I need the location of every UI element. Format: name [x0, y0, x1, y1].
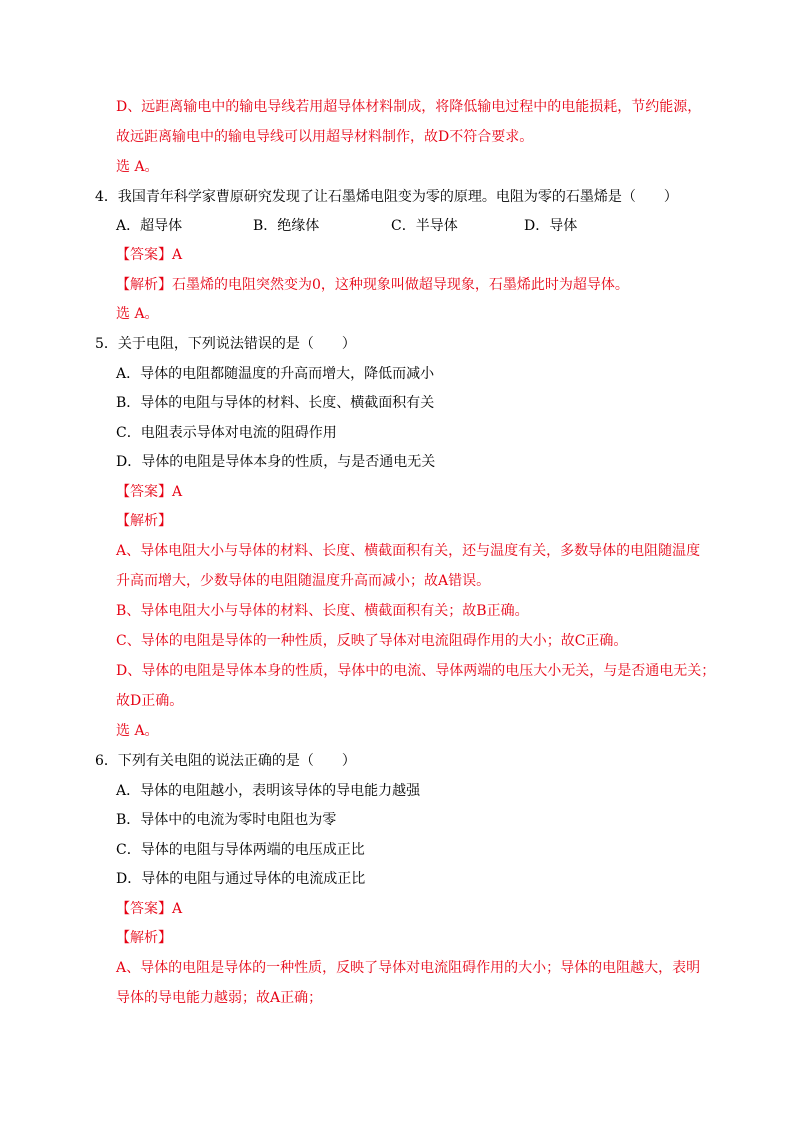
q6-option-d: D．导体的电阻与通过导体的电流成正比: [116, 871, 366, 887]
q4-select: 选 A。: [116, 306, 159, 322]
q6-option-a: A．导体的电阻越小，表明该导体的导电能力越强: [116, 783, 421, 799]
q5-analysis-title: 【解析】: [116, 513, 172, 529]
q3-option-d-analysis-line1: D、远距离输电中的输电导线若用超导体材料制成，将降低输电过程中的电能损耗，节约能源，: [116, 99, 702, 115]
q6-option-b: B．导体中的电流为零时电阻也为零: [116, 812, 337, 828]
q3-option-d-analysis-line2: 故远距离输电中的输电导线可以用超导材料制作，故D不符合要求。: [116, 129, 534, 145]
q4-option-a: A．超导体: [116, 218, 183, 234]
q5-option-c: C．电阻表示导体对电流的阻碍作用: [116, 425, 337, 441]
q5-analysis-line: 故D正确。: [116, 693, 184, 709]
q4-stem: 4．我国青年科学家曹原研究发现了让石墨烯电阻变为零的原理。电阻为零的石墨烯是（ ）: [95, 189, 678, 205]
q5-answer: 【答案】A: [116, 484, 183, 500]
q4-option-c: C．半导体: [391, 218, 458, 234]
q5-stem: 5．关于电阻，下列说法错误的是（ ）: [95, 336, 356, 352]
q6-stem: 6．下列有关电阻的说法正确的是（ ）: [95, 753, 356, 769]
q6-answer: 【答案】A: [116, 901, 183, 917]
q4-analysis: 【解析】石墨烯的电阻突然变为0，这种现象叫做超导现象，石墨烯此时为超导体。: [116, 277, 629, 293]
q6-analysis-line: 导体的导电能力越弱；故A正确；: [116, 990, 323, 1006]
q3-select: 选 A。: [116, 159, 159, 175]
q5-analysis-line: C、导体的电阻是导体的一种性质，反映了导体对电流阻碍作用的大小；故C正确。: [116, 633, 628, 649]
q4-option-d: D．导体: [524, 218, 578, 234]
q5-analysis-line: D、导体的电阻是导体本身的性质，导体中的电流、导体两端的电压大小无关，与是否通电无关；: [116, 663, 716, 679]
q4-options: [116, 216, 676, 236]
q5-option-a: A．导体的电阻都随温度的升高而增大，降低而减小: [116, 366, 435, 382]
q5-analysis-line: A、导体电阻大小与导体的材料、长度、横截面积有关，还与温度有关，多数导体的电阻随温度: [116, 543, 701, 559]
q6-analysis-title: 【解析】: [116, 930, 172, 946]
q6-analysis-line: A、导体的电阻是导体的一种性质，反映了导体对电流阻碍作用的大小；导体的电阻越大，表明: [116, 960, 701, 976]
q5-option-d: D．导体的电阻是导体本身的性质，与是否通电无关: [116, 454, 436, 470]
q5-option-b: B．导体的电阻与导体的材料、长度、横截面积有关: [116, 395, 435, 411]
q4-answer: 【答案】A: [116, 247, 183, 263]
q5-analysis-line: B、导体电阻大小与导体的材料、长度、横截面积有关；故B正确。: [116, 603, 529, 619]
q6-option-c: C．导体的电阻与导体两端的电压成正比: [116, 842, 365, 858]
q5-analysis-line: 升高而增大，少数导体的电阻随温度升高而减小；故A错误。: [116, 573, 491, 589]
q4-option-b: B．绝缘体: [253, 218, 320, 234]
q5-select: 选 A。: [116, 723, 159, 739]
